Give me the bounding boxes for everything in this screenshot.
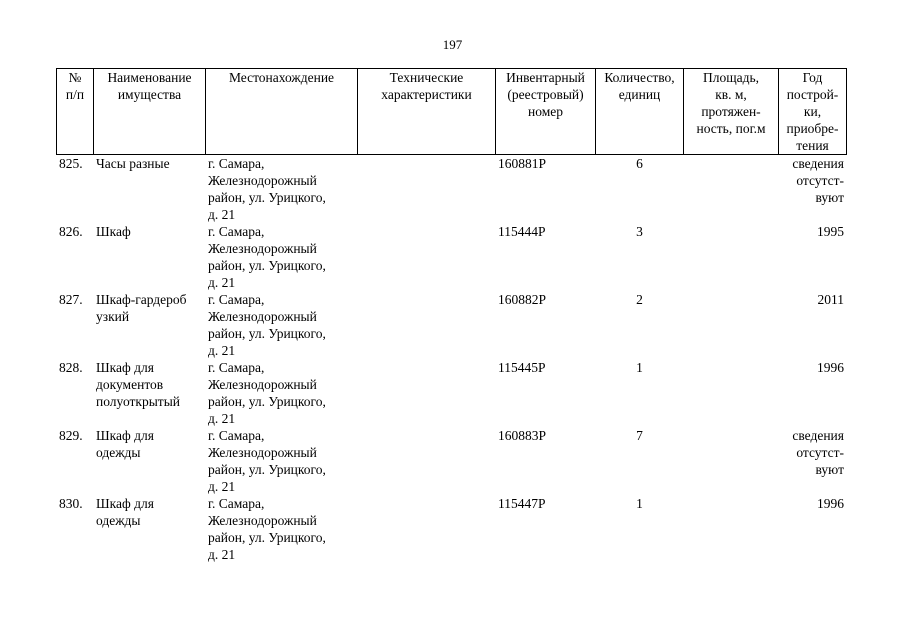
cell-location-line: д. 21 [208, 547, 236, 562]
cell-location [206, 359, 358, 427]
cell-area [684, 427, 779, 495]
cell-area [684, 495, 779, 563]
cell-name-line: полуоткрытый [96, 394, 180, 409]
cell-location-line: г. Самара, [208, 496, 265, 511]
cell-year-line: отсутст- [796, 173, 844, 188]
table-row [57, 291, 847, 359]
cell-location-line: д. 21 [208, 411, 236, 426]
cell-name [94, 427, 206, 495]
header-num-line: п/п [65, 87, 85, 102]
header-name-line: имущества [117, 87, 182, 102]
table-row [57, 495, 847, 563]
cell-year [779, 495, 847, 563]
header-year-line: тения [796, 138, 829, 153]
cell-location-line: район, ул. Урицкого, [208, 258, 326, 273]
header-num [57, 69, 94, 155]
cell-area [684, 155, 779, 224]
cell-location [206, 427, 358, 495]
cell-location-line: район, ул. Урицкого, [208, 530, 326, 545]
cell-tech [358, 495, 496, 563]
cell-year-line: сведения [792, 428, 844, 443]
cell-year [779, 155, 847, 224]
cell-tech [358, 223, 496, 291]
header-quantity-line: единиц [618, 87, 661, 102]
cell-location-line: д. 21 [208, 343, 236, 358]
property-register-table [56, 68, 847, 563]
header-year-line: Год [802, 70, 823, 85]
cell-name [94, 495, 206, 563]
header-area [684, 69, 779, 155]
table-row [57, 223, 847, 291]
cell-location-line: Железнодорожный [208, 377, 317, 392]
cell-location-line: г. Самара, [208, 292, 265, 307]
cell-name-line: одежды [96, 513, 141, 528]
cell-inventory: 115444Р [498, 224, 546, 239]
cell-num: 827. [59, 292, 83, 307]
cell-num: 829. [59, 428, 83, 443]
cell-location-line: д. 21 [208, 479, 236, 494]
header-area-line: Площадь, [702, 70, 760, 85]
cell-quantity: 6 [636, 156, 643, 171]
cell-name-line: узкий [96, 309, 130, 324]
table-row [57, 359, 847, 427]
cell-year-line: вуют [815, 190, 844, 205]
cell-location-line: г. Самара, [208, 224, 265, 239]
header-tech-line: характеристики [381, 87, 472, 102]
header-location-line: Местонахождение [228, 70, 335, 85]
cell-name-line: Шкаф для [96, 428, 154, 443]
cell-location-line: Железнодорожный [208, 173, 317, 188]
header-inventory-line: номер [527, 104, 563, 119]
header-name [94, 69, 206, 155]
cell-location-line: район, ул. Урицкого, [208, 462, 326, 477]
header-name-line: Наименование [107, 70, 192, 85]
cell-location-line: Железнодорожный [208, 445, 317, 460]
cell-location-line: г. Самара, [208, 360, 265, 375]
header-inventory-line: (реестровый) [507, 87, 584, 102]
cell-area [684, 359, 779, 427]
cell-year-line: 1996 [817, 496, 844, 511]
cell-inventory: 160883Р [498, 428, 547, 443]
header-quantity-line: Количество, [604, 70, 675, 85]
table-row [57, 155, 847, 224]
cell-name [94, 155, 206, 224]
header-tech [358, 69, 496, 155]
cell-year-line: сведения [792, 156, 844, 171]
cell-location-line: д. 21 [208, 275, 236, 290]
header-inventory-line: Инвентарный [506, 70, 585, 85]
cell-year-line: 1996 [817, 360, 844, 375]
header-area-line: протяжен- [701, 104, 761, 119]
cell-name [94, 359, 206, 427]
cell-location-line: Железнодорожный [208, 309, 317, 324]
header-area-line: ность, пог.м [696, 121, 766, 136]
cell-inventory: 160882Р [498, 292, 547, 307]
cell-year-line: 1995 [817, 224, 844, 239]
cell-year [779, 223, 847, 291]
cell-location-line: г. Самара, [208, 428, 265, 443]
cell-tech [358, 291, 496, 359]
header-year-line: построй- [786, 87, 839, 102]
cell-name-line: одежды [96, 445, 141, 460]
cell-quantity: 1 [636, 496, 643, 511]
cell-name-line: документов [96, 377, 164, 392]
cell-location [206, 223, 358, 291]
cell-area [684, 223, 779, 291]
header-row [57, 69, 847, 155]
cell-quantity: 7 [636, 428, 643, 443]
cell-inventory: 115445Р [498, 360, 546, 375]
cell-year-line: 2011 [817, 292, 844, 307]
cell-name-line: Шкаф [96, 224, 131, 239]
header-quantity [596, 69, 684, 155]
cell-year [779, 291, 847, 359]
cell-name-line: Часы разные [96, 156, 170, 171]
cell-name [94, 223, 206, 291]
cell-tech [358, 155, 496, 224]
cell-tech [358, 359, 496, 427]
cell-location [206, 495, 358, 563]
cell-name-line: Шкаф для [96, 496, 154, 511]
cell-location-line: г. Самара, [208, 156, 265, 171]
header-num-line: № [68, 70, 82, 85]
header-area-line: кв. м, [715, 87, 747, 102]
cell-location [206, 155, 358, 224]
cell-inventory: 115447Р [498, 496, 546, 511]
cell-name-line: Шкаф-гардероб [96, 292, 187, 307]
header-location [206, 69, 358, 155]
cell-location-line: район, ул. Урицкого, [208, 326, 326, 341]
page-number: 197 [442, 37, 463, 52]
cell-year-line: вуют [815, 462, 844, 477]
cell-year [779, 427, 847, 495]
header-year [779, 69, 847, 155]
cell-inventory: 160881Р [498, 156, 547, 171]
header-year-line: приобре- [786, 121, 839, 136]
cell-location [206, 291, 358, 359]
header-tech-line: Технические [389, 70, 464, 85]
header-year-line: ки, [803, 104, 822, 119]
cell-quantity: 3 [636, 224, 643, 239]
cell-quantity: 2 [636, 292, 643, 307]
table-body [57, 155, 847, 564]
header-inventory [496, 69, 596, 155]
cell-year-line: отсутст- [796, 445, 844, 460]
cell-quantity: 1 [636, 360, 643, 375]
cell-num: 826. [59, 224, 83, 239]
cell-year [779, 359, 847, 427]
cell-location-line: район, ул. Урицкого, [208, 394, 326, 409]
cell-num: 828. [59, 360, 83, 375]
cell-location-line: Железнодорожный [208, 241, 317, 256]
cell-location-line: Железнодорожный [208, 513, 317, 528]
cell-name [94, 291, 206, 359]
cell-location-line: район, ул. Урицкого, [208, 190, 326, 205]
cell-num: 825. [59, 156, 83, 171]
cell-tech [358, 427, 496, 495]
cell-name-line: Шкаф для [96, 360, 154, 375]
table-row [57, 427, 847, 495]
cell-num: 830. [59, 496, 83, 511]
cell-location-line: д. 21 [208, 207, 236, 222]
cell-area [684, 291, 779, 359]
